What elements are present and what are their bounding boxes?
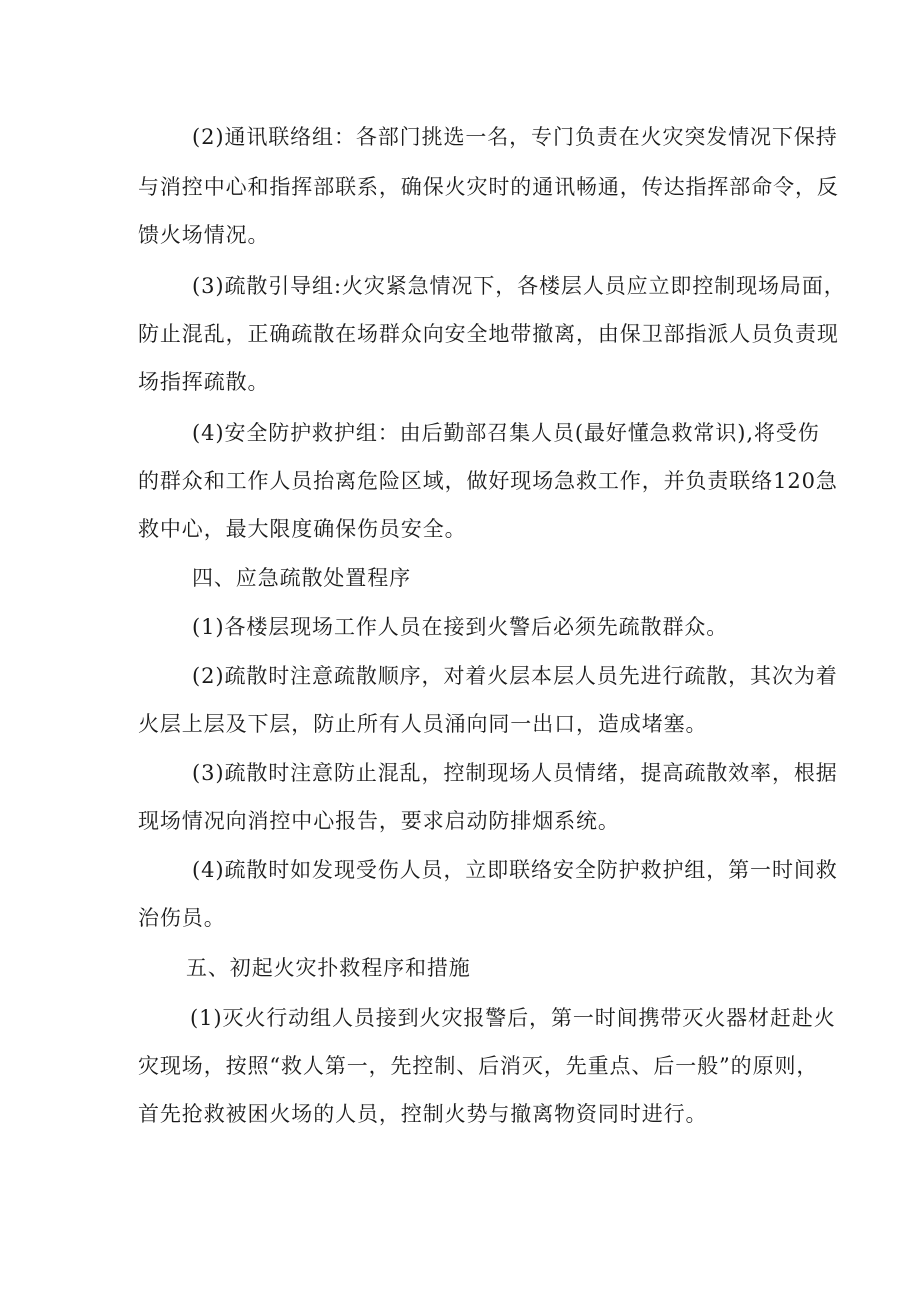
section-heading: 四、应急疏散处置程序 (192, 566, 411, 590)
paragraph-line: (2)通讯联络组：各部门挑选一名，专门负责在火灾突发情况下保持 (192, 125, 838, 149)
paragraph-line: 治伤员。 (138, 906, 226, 930)
paragraph-line: (3)疏散时注意防止混乱，控制现场人员情绪，提高疏散效率，根据 (192, 761, 838, 785)
paragraph-line: 防止混乱，正确疏散在场群众向安全地带撤离，由保卫部指派人员负责现 (138, 322, 839, 346)
paragraph-line: (1)灭火行动组人员接到火灾报警后，第一时间携带灭火器材赶赴火 (190, 1006, 836, 1030)
paragraph-line: (3)疏散引导组:火灾紧急情况下，各楼层人员应立即控制现场局面， (192, 274, 846, 298)
paragraph-line: 火层上层及下层，防止所有人员涌向同一出口，造成堵塞。 (138, 712, 708, 736)
paragraph-line: 馈火场情况。 (138, 223, 270, 247)
paragraph-line: 灾现场，按照“救人第一，先控制、后消灭，先重点、后一般”的原则， (138, 1054, 819, 1078)
paragraph-line: 场指挥疏散。 (138, 370, 270, 394)
paragraph-line: (4)疏散时如发现受伤人员，立即联络安全防护救护组，第一时间救 (192, 858, 838, 882)
paragraph-line: 现场情况向消控中心报告，要求启动防排烟系统。 (138, 809, 620, 833)
paragraph-line: 的群众和工作人员抬离危险区域，做好现场急救工作，并负责联络120急 (138, 469, 838, 493)
paragraph-line: (2)疏散时注意疏散顺序，对着火层本层人员先进行疏散，其次为着 (192, 664, 838, 688)
section-heading: 五、初起火灾扑救程序和措施 (186, 956, 471, 980)
paragraph-line: (4)安全防护救护组：由后勤部召集人员(最好懂急救常识),将受伤 (192, 421, 820, 445)
paragraph-line: 救中心，最大限度确保伤员安全。 (138, 517, 467, 541)
paragraph-line: 首先抢救被困火场的人员，控制火势与撤离物资同时进行。 (138, 1102, 708, 1126)
paragraph-line: (1)各楼层现场工作人员在接到火警后必须先疏散群众。 (192, 615, 729, 639)
paragraph-line: 与消控中心和指挥部联系，确保火灾时的通讯畅通，传达指挥部命令，反 (138, 175, 839, 199)
